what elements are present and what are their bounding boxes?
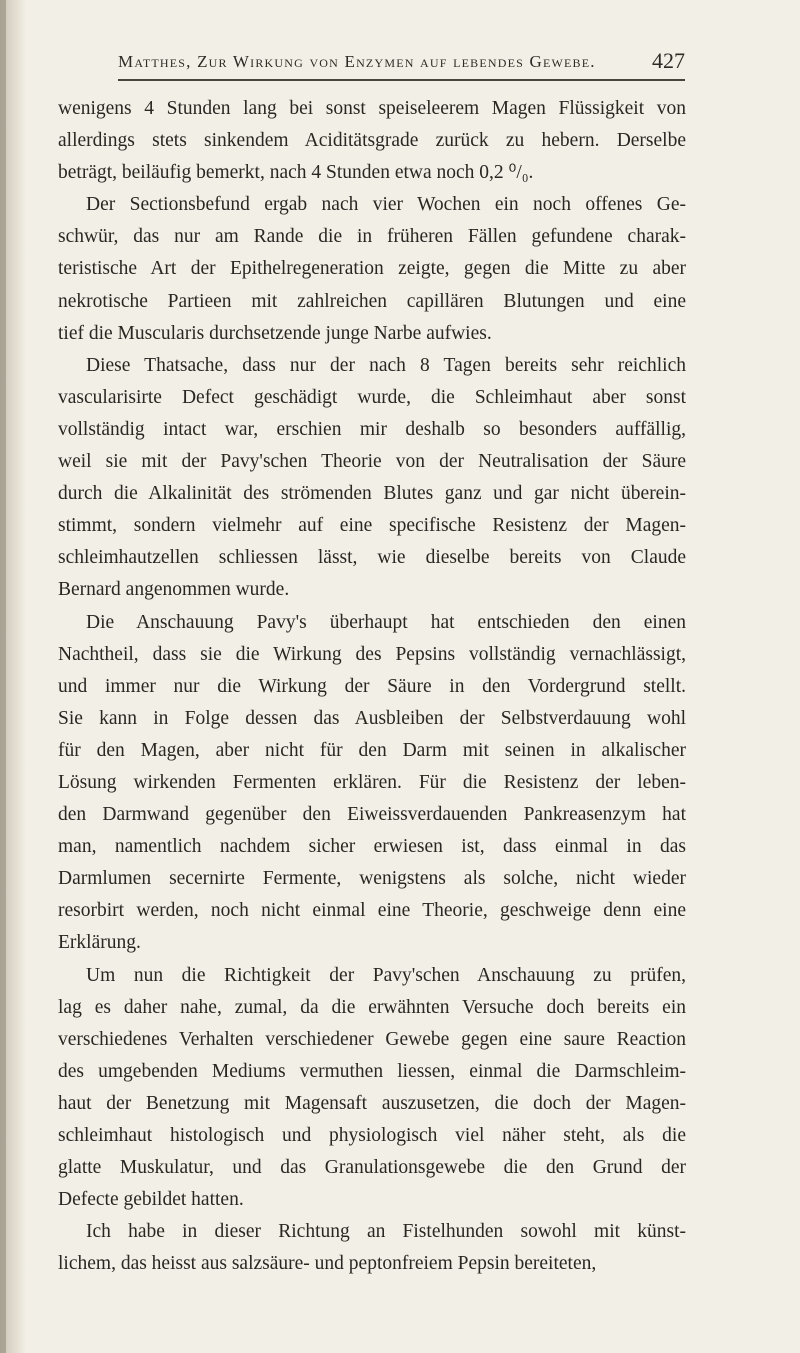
text-line: des umgebenden Mediums vermuthen liessen, einmal die Darmschleim- [58, 1060, 686, 1082]
text-line: haut der Benetzung mit Magensaft auszusetzen, die doch der Magen- [58, 1092, 686, 1114]
text-line: Bernard angenommen wurde. [58, 579, 290, 601]
text-line: Nachtheil, dass sie die Wirkung des Pepsins vollständig vernachlässigt, [58, 643, 686, 665]
text-line: tief die Muscularis durchsetzende junge Narbe aufwies. [58, 322, 492, 344]
text-line: Der Sectionsbefund ergab nach vier Wochen ein noch offenes Ge- [86, 194, 686, 216]
text-line: nekrotische Partieen mit zahlreichen capillären Blutungen und eine [58, 290, 686, 312]
text-line: Die Anschauung Pavy's überhaupt hat entschieden den einen [86, 611, 686, 633]
page-number: 427 [652, 48, 685, 73]
text-line: weil sie mit der Pavy'schen Theorie von der Neutralisation der Säure [58, 451, 686, 473]
text-line: Defecte gebildet hatten. [58, 1189, 244, 1211]
text-line: wenigens 4 Stunden lang bei sonst speiseleerem Magen Flüssigkeit von [58, 98, 686, 119]
running-header-title: Matthes, Zur Wirkung von Enzymen auf lebendes Gewebe. [118, 52, 596, 71]
text-line: schwür, das nur am Rande die in früheren Fällen gefundene charak- [58, 226, 686, 248]
body-text [58, 93, 686, 1280]
text-line: Lösung wirkenden Fermenten erklären. Für die Resistenz der leben- [58, 771, 686, 793]
text-line: resorbirt werden, noch nicht einmal eine Theorie, geschweige denn eine [58, 900, 686, 922]
text-line: Um nun die Richtigkeit der Pavy'schen Anschauung zu prüfen, [86, 964, 686, 986]
text-line: schleimhaut histologisch und physiologisch viel näher steht, als die [58, 1125, 686, 1146]
text-line: lag es daher nahe, zumal, da die erwähnten Versuche doch bereits ein [58, 996, 686, 1018]
text-line: Ich habe in dieser Richtung an Fistelhunden sowohl mit künst- [86, 1221, 686, 1243]
page-binding-shadow [0, 0, 6, 1353]
text-line: beträgt, beiläufig bemerkt, nach 4 Stunden etwa noch 0,2 ⁰/₀. [58, 162, 534, 184]
text-line: Erklärung. [58, 932, 141, 954]
text-line: schleimhautzellen schliessen lässt, wie dieselbe bereits von Claude [58, 547, 686, 569]
text-line: Darmlumen secernirte Fermente, wenigstens als solche, nicht wieder [58, 868, 686, 890]
running-header [118, 44, 685, 78]
text-line: vascularisirte Defect geschädigt wurde, die Schleimhaut aber sonst [58, 386, 686, 408]
text-line: und immer nur die Wirkung der Säure in den Vordergrund stellt. [58, 675, 686, 697]
header-rule [118, 79, 685, 81]
text-line: verschiedenes Verhalten verschiedener Gewebe gegen eine saure Reaction [58, 1028, 686, 1050]
text-line: stimmt, sondern vielmehr auf eine specifische Resistenz der Magen- [58, 515, 686, 537]
text-line: durch die Alkalinität des strömenden Blutes ganz und gar nicht überein- [58, 483, 686, 505]
text-line: für den Magen, aber nicht für den Darm mit seinen in alkalischer [58, 739, 686, 761]
text-line: lichem, das heisst aus salzsäure- und peptonfreiem Pepsin bereiteten, [58, 1253, 597, 1275]
text-line: man, namentlich nachdem sicher erwiesen ist, dass einmal in das [58, 836, 686, 858]
text-line: den Darmwand gegenüber den Eiweissverdauenden Pankreasenzym hat [58, 804, 686, 826]
text-line: Diese Thatsache, dass nur der nach 8 Tagen bereits sehr reichlich [86, 354, 686, 376]
text-line: allerdings stets sinkendem Aciditätsgrade zurück zu hebern. Derselbe [58, 130, 686, 152]
text-line: teristische Art der Epithelregeneration zeigte, gegen die Mitte zu aber [58, 258, 686, 280]
text-line: Sie kann in Folge dessen das Ausbleiben der Selbstverdauung wohl [58, 707, 686, 729]
text-line: glatte Muskulatur, und das Granulationsgewebe die den Grund der [58, 1157, 686, 1179]
text-line: vollständig intact war, erschien mir deshalb so besonders auffällig, [58, 418, 686, 440]
